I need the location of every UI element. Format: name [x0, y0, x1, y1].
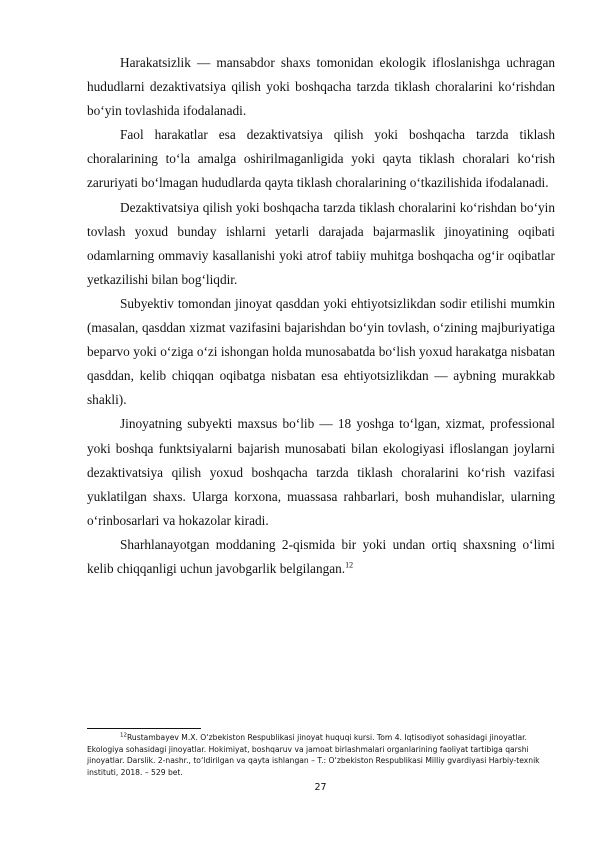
- paragraph-6: [87, 533, 555, 581]
- paragraph-1: Harakatsizlik — mansabdor shaxs tomonidan ekologik ifloslanishga uchragan hududlarni dezaktivatsiya qilish yoki boshqacha tarzda tiklash choralarini ko‘rishdan bo‘yin tovlashida ifodalanadi.: [87, 55, 555, 119]
- footnote-separator: [87, 728, 201, 729]
- footnote-item: [87, 732, 555, 779]
- paragraph-6-text: Sharhlanayotgan moddaning 2-qismida bir yoki undan ortiq shaxsning o‘limi kelib chiqqanligi uchun javobgarlik belgilangan.: [87, 536, 555, 576]
- paragraph-2: Faol harakatlar esa dezaktivatsiya qilish yoki boshqacha tarzda tiklash choralarining to‘la amalga oshirilmaganligida yoki qayta tiklash choralari ko‘rish zaruriyati bo‘lmagan hududlarda qayta tiklash choralarining o‘tkazilishida ifodalanadi.: [87, 127, 555, 191]
- footnote-reference[interactable]: 12: [345, 560, 354, 570]
- paragraph-5: Jinoyatning subyekti maxsus bo‘lib — 18 yoshga to‘lgan, xizmat, professional yoki boshqa funktsiyalarni bajarish munosabati bilan ekologiyasi ifloslangan joylarni dezaktivatsiya qilish yoxud boshqacha tarzda tiklash choralarini ko‘rish vazifasi yuklatilgan shaxs. Ularga korxona, muassasa rahbarlari, bosh muhandislar, ularning o‘rinbosarlari va hokazolar kiradi.: [87, 416, 555, 528]
- page-number: 27: [314, 782, 327, 793]
- paragraph-4: Subyektiv tomondan jinoyat qasddan yoki ehtiyotsizlikdan sodir etilishi mumkin (masalan, qasddan xizmat vazifasini bajarishdan bo‘yin tovlash, o‘zining majburiyatiga beparvo yoki o‘ziga o‘zi ishongan holda munosabatda bo‘lish yoxud harakatga nisbatan qasddan, kelib chiqqan oqibatga nisbatan esa ehtiyotsizlikdan — aybning murakkab shakli).: [87, 295, 555, 408]
- footnote-number: 12: [120, 732, 127, 739]
- paragraph-3: Dezaktivatsiya qilish yoki boshqacha tarzda tiklash choralarini ko‘rishdan bo‘yin tovlash yoxud bunday ishlarni yetarli darajada bajarmaslik jinoyatining oqibati odamlarning ommaviy kasallanishi yoki atrof tabiiy muhitga boshqacha og‘ir oqibatlar yetkazilishi bilan bog‘liqdir.: [87, 199, 555, 287]
- footnote-text: Rustambayev M.X. O‘zbekiston Respublikasi jinoyat huquqi kursi. Tom 4. Iqtisodiyot sohasidagi jinoyatlar. Ekologiya sohasidagi jinoyatlar. Hokimiyat, boshqaruv va jamoat birlashmalari organlarining faoliyat tartibiga qarshi jinoyatlar. Darslik. 2-nashr., to‘ldirilgan va qayta ishlangan – T.: O‘zbekiston Respublikasi Milliy gvardiyasi Harbiy-texnik instituti, 2018. – 529 bet.: [87, 733, 540, 778]
- body-text: [87, 51, 555, 581]
- footnote: [87, 732, 555, 779]
